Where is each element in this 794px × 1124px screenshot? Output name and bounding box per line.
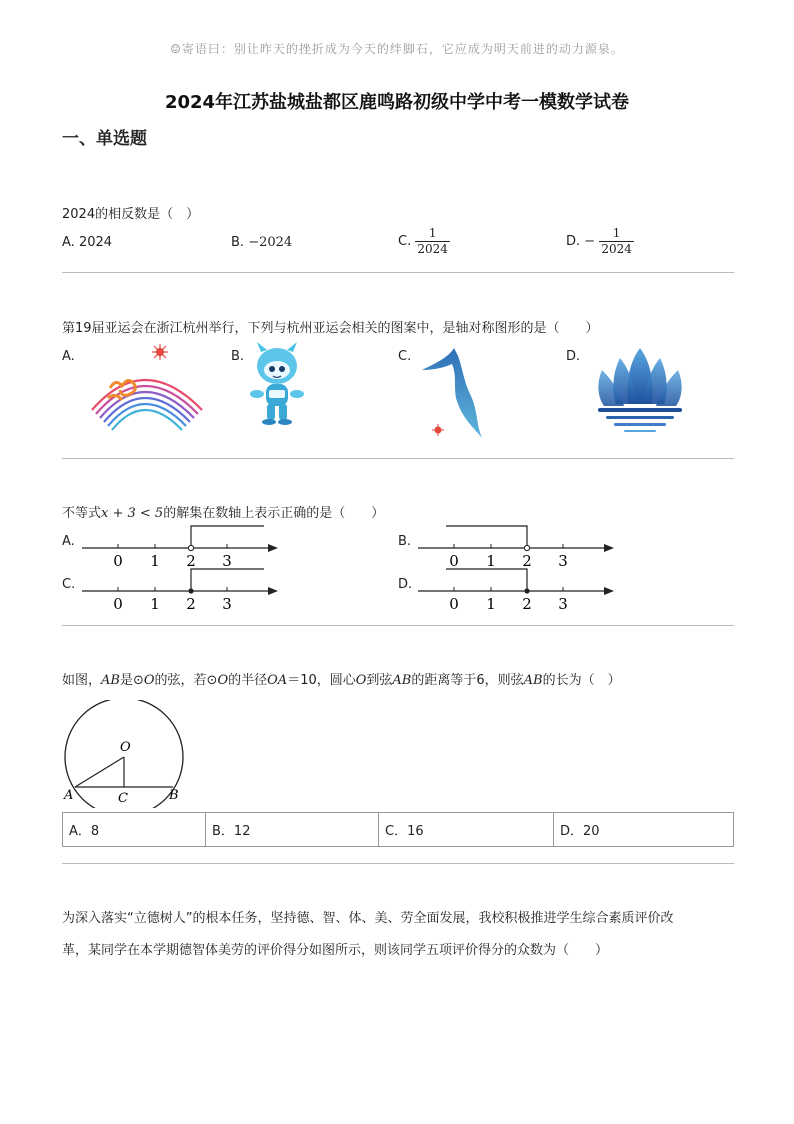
q4-math: AB: [392, 673, 412, 688]
q4-option-c: C．16: [379, 813, 554, 847]
q4-math: O: [355, 673, 367, 688]
q4-text: 的长为（ ）: [542, 673, 621, 688]
question-2-stem: 第19届亚运会在浙江杭州举行，下列与杭州亚运会相关的图案中，是轴对称图形的是（ ）: [62, 321, 599, 336]
q1-option-c-denominator: 2024: [417, 242, 448, 256]
motto-line: ☺寄语曰：别让昨天的挫折成为今天的绊脚石，它应成为明天前进的动力源泉。: [170, 42, 624, 56]
asian-games-emblem-image: [84, 340, 208, 436]
tick-label: 0: [113, 595, 123, 613]
q3-inequality: x + 3 < 5: [101, 506, 164, 521]
q1-option-d: [566, 226, 634, 257]
divider: [62, 625, 734, 626]
q1-option-b: [231, 235, 292, 250]
q4-math: O: [143, 673, 155, 688]
tick-label: 3: [558, 552, 568, 570]
q1-option-c-label: C.: [398, 234, 412, 249]
tick-label: 1: [486, 552, 496, 570]
q1-option-a-label: A.: [62, 235, 75, 250]
q1-option-b-label: B.: [231, 235, 245, 250]
q4-math: AB: [523, 673, 543, 688]
number-line-d: [414, 563, 620, 615]
section-heading: 一、单选题: [62, 129, 147, 149]
divider: [62, 458, 734, 459]
label-o: O: [120, 740, 131, 755]
tick-label: 0: [449, 552, 459, 570]
q3-stem-pre: 不等式: [62, 506, 102, 521]
tick-label: 3: [558, 595, 568, 613]
tick-label: 1: [150, 552, 160, 570]
q4-text: 的半径: [228, 673, 268, 688]
q4-math: O: [217, 673, 229, 688]
q2-option-c-label: C.: [398, 349, 412, 364]
tick-label: 3: [222, 552, 232, 570]
tick-label: 1: [486, 595, 496, 613]
circle-chord-figure: [58, 700, 190, 808]
tick-label: 2: [522, 595, 532, 613]
q4-text: 的距离等于6，则弦: [411, 673, 524, 688]
number-line-c: [78, 563, 284, 615]
lotus-icon: [598, 348, 682, 432]
q1-option-a-value: 2024: [78, 235, 113, 250]
divider: [62, 863, 734, 864]
q3-option-b-label: B.: [398, 534, 412, 549]
q1-option-a: [62, 235, 112, 250]
label-c: C: [118, 791, 128, 806]
q4-text: ＝10，圆心: [287, 673, 356, 688]
q1-option-d-numerator: 1: [599, 226, 634, 242]
q4-text: 是⊙: [119, 673, 144, 688]
q1-option-d-denominator: 2024: [601, 242, 632, 256]
tick-label: 1: [150, 595, 160, 613]
q1-option-c-numerator: 1: [415, 226, 450, 242]
q1-option-c-fraction: [415, 226, 450, 257]
q3-stem-post: 的解集在数轴上表示正确的是（ ）: [163, 506, 385, 521]
tick-label: 0: [449, 595, 459, 613]
lotus-image: [594, 346, 686, 436]
label-b: B: [169, 788, 179, 803]
q4-math: OA: [267, 673, 288, 688]
page-title: 2024年江苏盐城盐都区鹿鸣路初级中学中考一模数学试卷: [164, 92, 630, 113]
whale-tail-icon: [422, 348, 482, 438]
q4-text: 如图，: [62, 673, 102, 688]
mascot-icon: [250, 342, 304, 425]
q3-option-a-label: A.: [62, 534, 75, 549]
q2-option-d-label: D.: [566, 349, 581, 364]
question-5-line-1: 为深入落实“立德树人”的根本任务，坚持德、智、体、美、劳全面发展，我校积极推进学生综合素质评价改: [62, 911, 674, 926]
q1-option-d-label: D.: [566, 234, 581, 249]
question-1-stem: 2024的相反数是（ ）: [62, 207, 200, 222]
q1-option-b-value: −2024: [248, 235, 293, 250]
question-4-stem: [62, 669, 621, 688]
emblem-sun-icon: [152, 344, 168, 360]
mascot-image: [247, 340, 307, 426]
q4-text: 的弦，若⊙: [154, 673, 218, 688]
q1-option-d-sign: −: [584, 234, 596, 249]
tick-label: 0: [113, 552, 123, 570]
tick-label: 2: [186, 595, 196, 613]
q3-option-c-label: C.: [62, 577, 76, 592]
q4-answer-table: [62, 812, 734, 847]
q2-option-b-label: B.: [231, 349, 245, 364]
tick-label: 3: [222, 595, 232, 613]
tick-label: 2: [522, 552, 532, 570]
q3-option-d-label: D.: [398, 577, 413, 592]
whale-tail-image: [418, 344, 490, 444]
q4-text: 到弦: [366, 673, 393, 688]
divider: [62, 272, 734, 273]
question-5-line-2: 革，某同学在本学期德智体美劳的评价得分如图所示，则该同学五项评价得分的众数为（ ）: [62, 943, 609, 958]
q1-option-d-fraction: [599, 226, 634, 257]
tick-label: 2: [186, 552, 196, 570]
q4-option-a: A．8: [63, 813, 206, 847]
q4-math: AB: [101, 673, 120, 688]
question-3-stem: [62, 502, 384, 521]
q4-option-b: B．12: [206, 813, 379, 847]
q1-option-c: [398, 226, 450, 257]
q2-option-a-label: A.: [62, 349, 75, 364]
q4-option-d: D．20: [554, 813, 734, 847]
label-a: A: [64, 788, 74, 803]
